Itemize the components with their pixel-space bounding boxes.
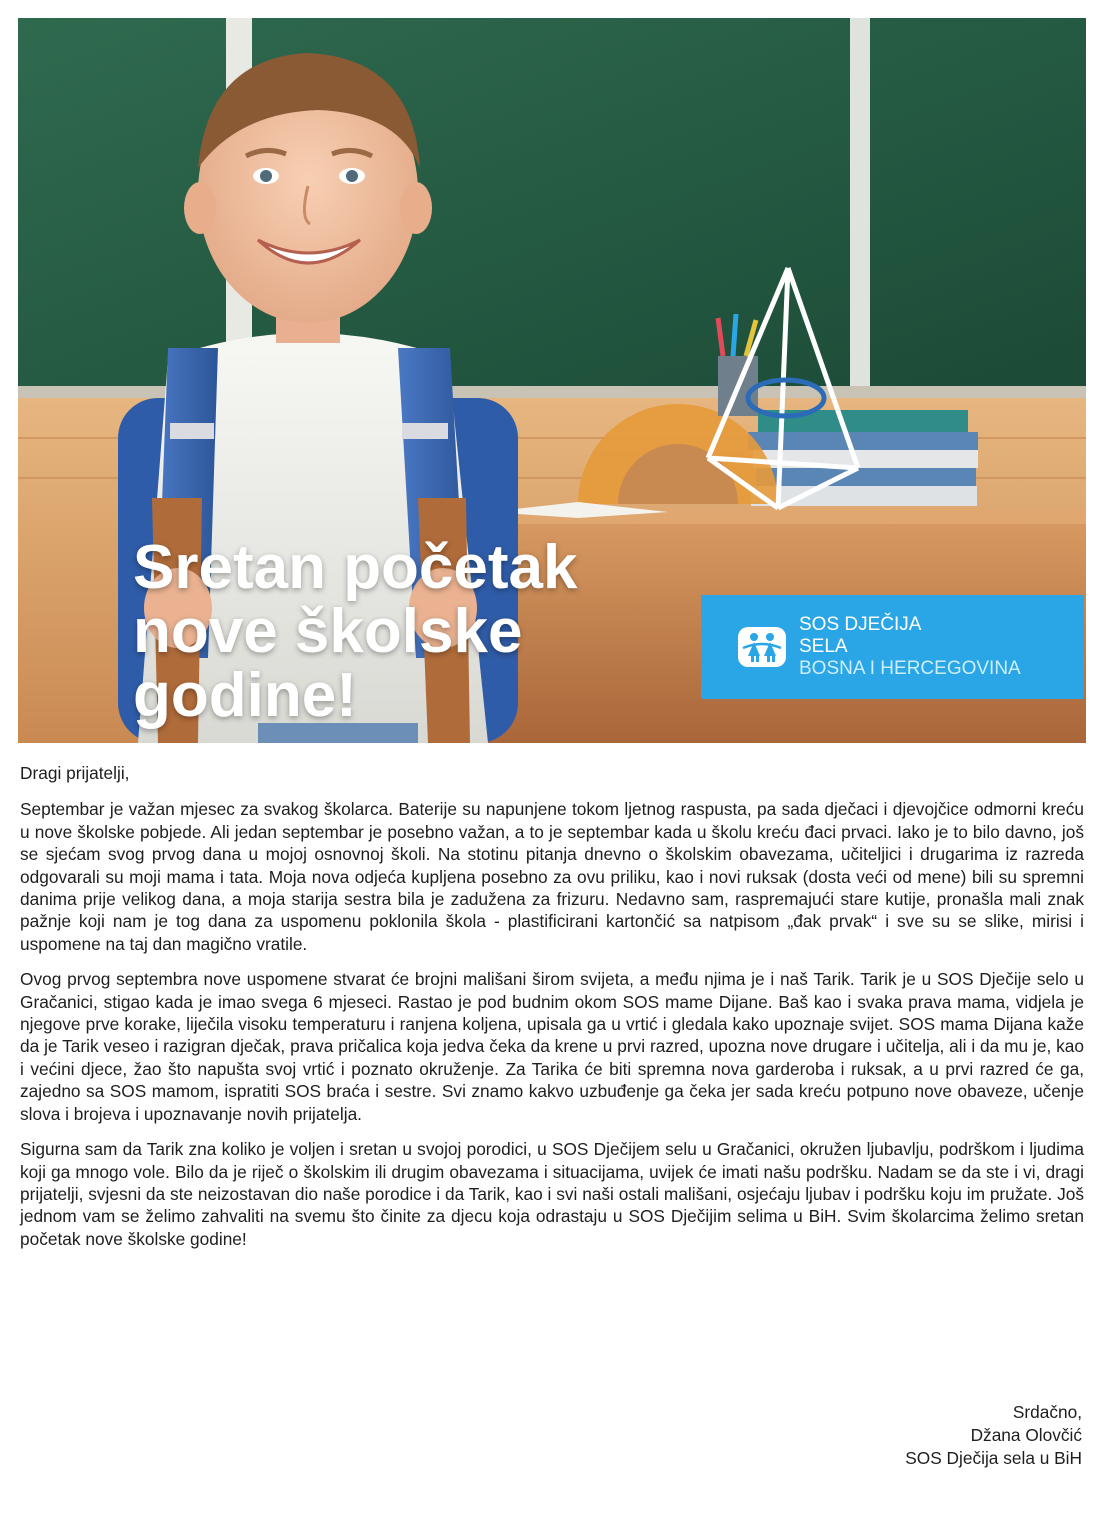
headline-line: godine! <box>133 661 357 730</box>
signature-block <box>905 1401 1082 1470</box>
sos-children-logo-icon <box>737 626 787 668</box>
signer-name: Džana Olovčić <box>970 1425 1082 1445</box>
headline-line: nove školske <box>133 597 523 666</box>
headline-line: Sretan početak <box>133 533 578 602</box>
paragraph: Septembar je važan mjesec za svakog školarca. Baterije su napunjene tokom ljetnog raspusta, pa sada dječaci i djevojčice odmorni kreću u nove školske pobjede. Ali jedan septembar je posebno važan, a to je septembar kada u školu kreću đaci prvaci. Iako je to bilo davno, još se sjećam svog prvog dana u mojoj osnovnoj školi. Na stotinu pitanja dnevno o školskim obavezama, učiteljici i drugarima iz razreda odgovarali su moji mama i tata. Moja nova odjeća kupljena posebno za ovu priliku, kao i novi ruksak (dosta veći od mene) bili su spremni danima prije velikog dana, a moja starija sestra bila je zadužena za frizuru. Nedavno sam, raspremajući stare kutije, pronašla mali znak pažnje koji nam je tog dana za uspomenu poklonila škola - plastificirani kartončić sa natpisom „đak prvak“ i sve su se slike, mirisi i uspomene na taj dan magično vratile. <box>20 799 1084 954</box>
sos-logo-box <box>701 595 1084 699</box>
paragraph: Ovog prvog septembra nove uspomene stvarat će brojni mališani širom svijeta, a među njima je i naš Tarik. Tarik je u SOS Dječije selo u Gračanici, stigao kada je imao svega 6 mjeseci. Rastao je pod budnim okom SOS mame Dijane. Baš kao i svaka prava mama, vidjela je njegove prve korake, liječila visoku temperaturu i ranjena koljena, upisala ga u vrtić i gledala kako upoznaje svijet. SOS mama Dijana kaže da je Tarik veseo i razigran dječak, prava pričalica koja jedva čeka da krene u prvi razred, upozna nove drugare i učitelja, ali i da mu je, kao i većini djece, žao što napušta svoj vrtić i poznato okruženje. Za Tarika će biti spremna nova garderoba i ruksak, a u prvi razred će ga, zajedno sa SOS mamom, ispratiti SOS braća i sestre. Svi znamo kakvo uzbuđenje ga čeka jer sada kreću potpuno nove obaveze, učenje slova i brojeva i upoznavanje novih prijatelja. <box>20 969 1084 1124</box>
logo-line-1: SOS DJEČIJA <box>799 614 922 635</box>
logo-line-2: SELA <box>799 636 848 657</box>
letter-body <box>20 762 1084 1263</box>
paragraph: Sigurna sam da Tarik zna koliko je voljen i sretan u svojoj porodici, u SOS Dječijem selu u Gračanici, okružen ljubavlju, podrškom i ljudima koji ga mnogo vole. Bilo da je riječ o školskim ili drugim obavezama i situacijama, uvijek će imati našu podršku. Nadam se da ste i vi, dragi prijatelji, svjesni da ste neizostavan dio naše porodice i da Tarik, kao i svi naši ostali mališani, osjećaju ljubav i podršku koju im pružate. Još jednom vam se želimo zahvaliti na svemu što činite za djecu koja odrastaju u SOS Dječijim selima u BiH. Svim školarcima želimo sretan početak nove školske godine! <box>20 1139 1084 1249</box>
sos-logo-text <box>799 614 1021 680</box>
closing: Srdačno, <box>1012 1402 1082 1422</box>
hero-photo <box>18 18 1086 743</box>
salutation: Dragi prijatelji, <box>20 763 130 783</box>
logo-line-3: BOSNA I HERCEGOVINA <box>799 658 1021 679</box>
hero-headline <box>133 533 693 730</box>
signer-organization: SOS Dječija sela u BiH <box>905 1448 1082 1468</box>
